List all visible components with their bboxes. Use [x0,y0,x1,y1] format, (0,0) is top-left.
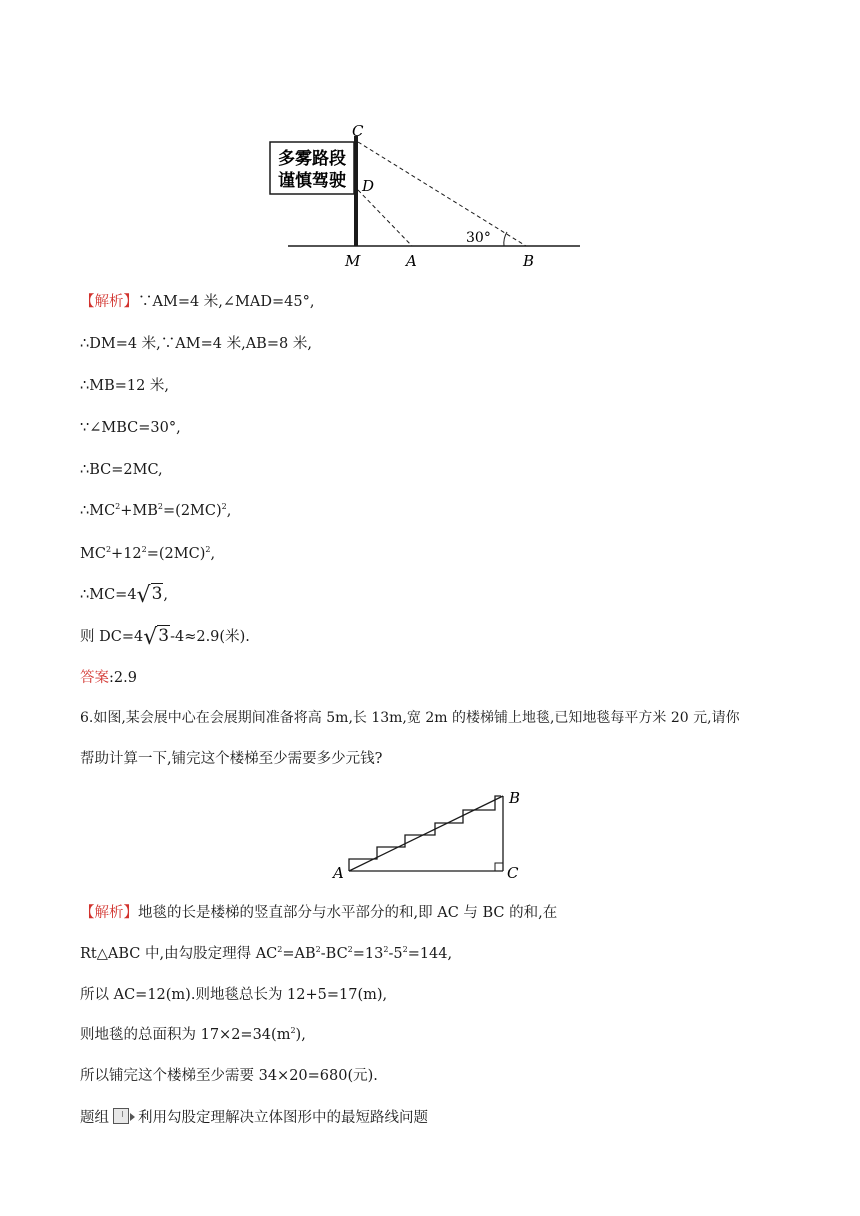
angle-arc [504,232,507,246]
analysis-tag: 【解析】 [80,905,138,921]
answer-line [80,668,137,688]
answer-value: :2.9 [109,670,137,686]
line-CB [358,142,526,246]
solution2-line2: Rt△ABC 中,由勾股定理得 $AC^2=AB^2-BC^2=13^2-5^2=144$, [80,945,453,962]
sqrt-3: √3 [143,625,170,650]
angle-label: 30° [466,230,491,246]
solution2-text1: 地毯的长是楼梯的竖直部分与水平部分的和,即 AC 与 BC 的和,在 [138,905,558,921]
solution2-line4: 则地毯的总面积为 $17\times 2=34(m^2)$, [80,1026,306,1043]
solution2-line3: 所以 AC=12(m).则地毯总长为 12+5=17(m), [80,987,388,1003]
point-label-A: A [406,252,417,270]
solution1-line7: $MC^2+12^2=(2MC)^2$, [80,545,216,562]
answer-label: 答案 [80,670,109,686]
sqrt-3: √3 [136,583,163,608]
solution1-line4: ∵∠MBC=30°, [80,420,181,436]
point-label-D: D [362,177,375,195]
line-DA [358,190,412,246]
point-label-A: A [333,864,344,882]
point-label-B: B [509,789,521,807]
point-label-B: B [523,252,535,270]
solution2-line1 [80,903,557,923]
figure-fog-sign [260,118,600,278]
arrow-right-icon [130,1113,135,1121]
segment-AB [349,796,503,871]
analysis-tag: 【解析】 [80,294,138,310]
solution1-line3: ∴MB=12 米, [80,378,170,394]
sign-text-line2: 谨慎驾驶 [278,171,346,191]
book-icon [113,1108,129,1124]
solution1-line2: ∴DM=4 米,∵AM=4 米,AB=8 米, [80,336,312,352]
point-label-C: C [352,122,364,140]
point-label-M: M [345,252,361,270]
figure-staircase [325,785,530,885]
solution1-line1 [80,292,314,312]
solution1-text1: ∵AM=4 米,∠MAD=45°, [138,294,315,310]
section-heading [80,1108,428,1128]
section-label: 题组 [80,1110,109,1126]
problem6-line2: 帮助计算一下,铺完这个楼梯至少需要多少元钱? [80,751,383,767]
problem6-line1: 6.如图,某会展中心在会展期间准备将高 5m,长 13m,宽 2m 的楼梯铺上地毯,已知地毯每平方米 20 元,请你 [80,710,740,726]
point-label-C: C [507,864,519,882]
solution1-line6: $\therefore MC^2+MB^2=(2MC)^2$, [80,502,232,519]
right-angle-mark [495,863,503,871]
solution1-line5: ∴BC=2MC, [80,462,163,478]
sign-text-line1: 多雾路段 [278,149,346,169]
solution1-line8: ∴MC=4√3, [80,583,169,608]
section-title: 利用勾股定理解决立体图形中的最短路线问题 [138,1110,428,1126]
solution1-line9: 则 DC=4√3-4≈2.9(米). [80,625,250,650]
solution2-line5: 所以铺完这个楼梯至少需要 34×20=680(元). [80,1068,378,1084]
